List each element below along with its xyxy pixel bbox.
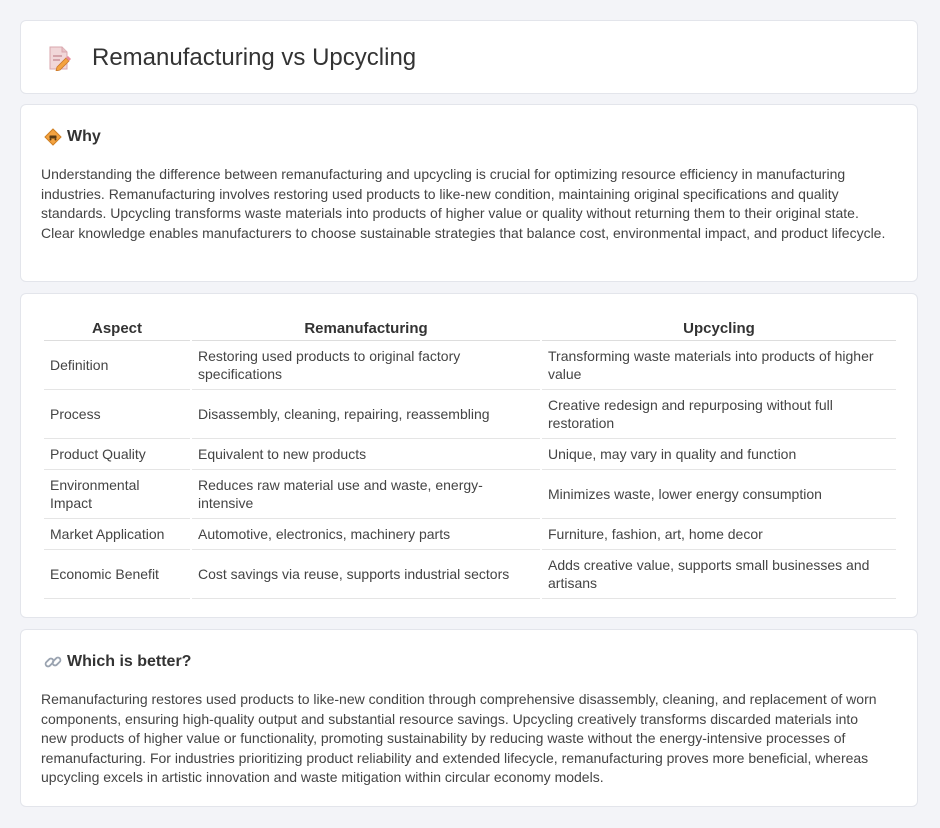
table-cell: Product Quality <box>44 439 190 470</box>
table-row <box>44 519 896 550</box>
header-aspect: Aspect <box>44 316 190 341</box>
table-cell: Market Application <box>44 519 190 550</box>
table-header-row <box>44 316 896 341</box>
page-title: Remanufacturing vs Upcycling <box>92 44 417 71</box>
comparison-table <box>42 316 898 599</box>
table-cell: Restoring used products to original factory specifications <box>192 341 540 390</box>
better-heading: Which is better? <box>67 653 192 670</box>
why-section <box>20 104 918 282</box>
table-row <box>44 439 896 470</box>
table-row <box>44 341 896 390</box>
table-row <box>44 550 896 599</box>
why-heading: Why <box>67 128 101 145</box>
table-row <box>44 390 896 439</box>
table-cell: Creative redesign and repurposing without full restoration <box>542 390 896 439</box>
table-cell: Unique, may vary in quality and function <box>542 439 896 470</box>
table-cell: Equivalent to new products <box>192 439 540 470</box>
table-cell: Transforming waste materials into products of higher value <box>542 341 896 390</box>
table-cell: Reduces raw material use and waste, energy-intensive <box>192 470 540 519</box>
table-cell: Environmental Impact <box>44 470 190 519</box>
table-cell: Disassembly, cleaning, repairing, reassembling <box>192 390 540 439</box>
table-cell: Furniture, fashion, art, home decor <box>542 519 896 550</box>
header-remanufacturing: Remanufacturing <box>192 316 540 341</box>
comparison-section <box>20 293 918 618</box>
table-cell: Cost savings via reuse, supports industrial sectors <box>192 550 540 599</box>
table-cell: Definition <box>44 341 190 390</box>
header-card <box>20 20 918 94</box>
which-is-better-section <box>20 629 918 807</box>
why-text: Understanding the difference between remanufacturing and upcycling is crucial for optimizing resource efficiency in manufacturing industries. Remanufacturing involves restoring used products to like-new condition, maintaining original specifications and quality standards. Upcycling transforms waste materials into products of higher value or quality without returning them to their original state. Clear knowledge enables manufacturers to choose sustainable strategies that balance cost, environmental impact, and product lifecycle. <box>41 166 886 241</box>
table-cell: Automotive, electronics, machinery parts <box>192 519 540 550</box>
table-row <box>44 470 896 519</box>
table-cell: Adds creative value, supports small businesses and artisans <box>542 550 896 599</box>
document-pencil-icon <box>47 45 71 71</box>
better-text: Remanufacturing restores used products to like-new condition through comprehensive disassembly, cleaning, and replacement of worn components, ensuring high-quality output and substantial resource savings. Upcycling creatively transforms discarded materials into new products of higher value or functionality, promoting sustainability by reducing waste without the energy-intensive processes of remanufacturing. For industries prioritizing product reliability and extended lifecycle, remanufacturing proves more beneficial, whereas upcycling excels in artistic innovation and waste mitigation within circular economy models. <box>41 691 877 785</box>
table-cell: Minimizes waste, lower energy consumption <box>542 470 896 519</box>
diamond-warning-icon <box>43 127 63 147</box>
table-cell: Economic Benefit <box>44 550 190 599</box>
table-cell: Process <box>44 390 190 439</box>
header-upcycling: Upcycling <box>542 316 896 341</box>
link-icon <box>43 652 63 672</box>
